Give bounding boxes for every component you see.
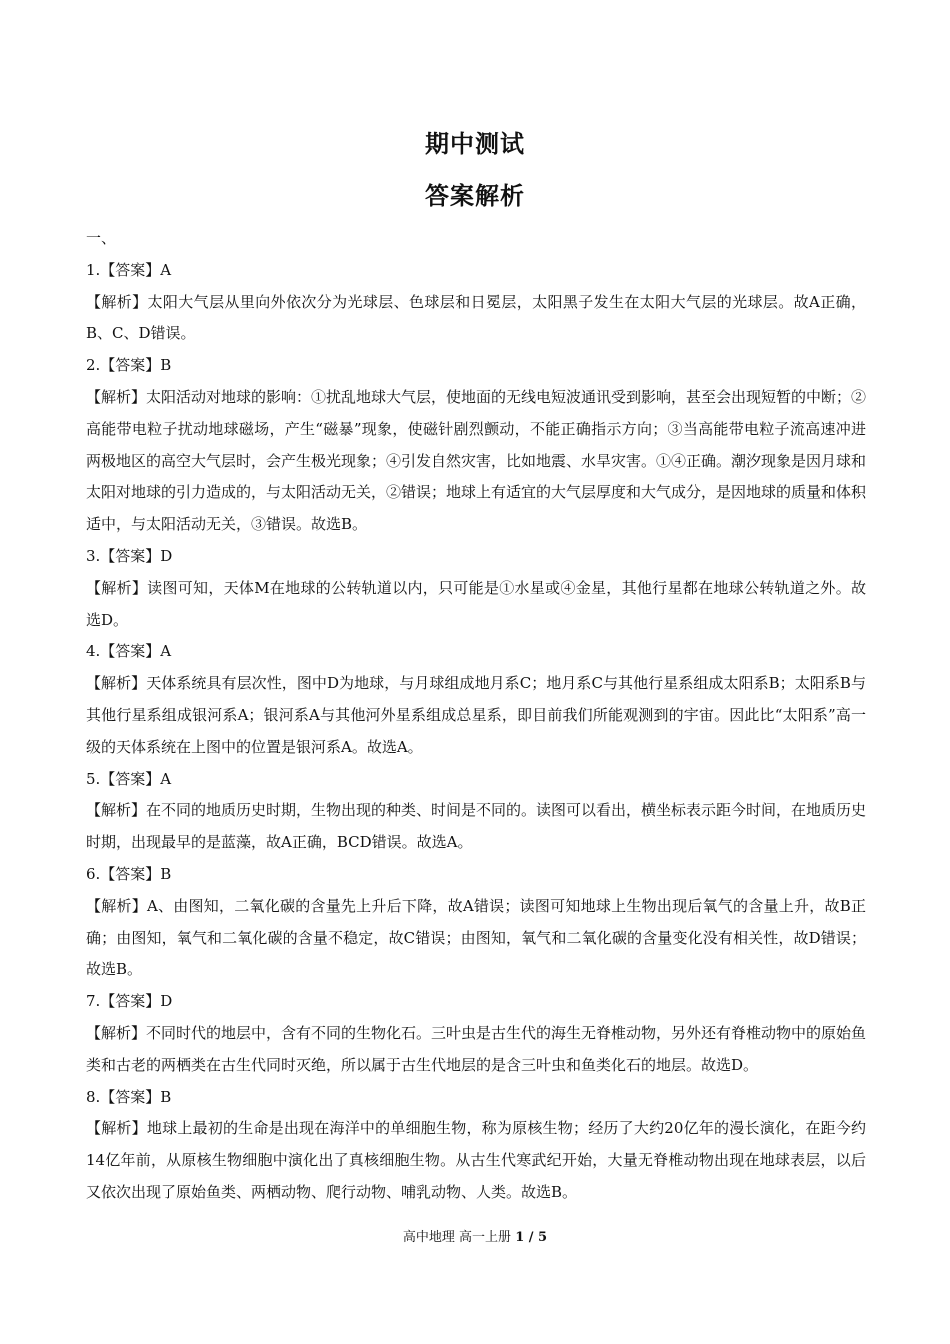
- answer-line-1: 1.【答案】A: [86, 260, 172, 279]
- answer-line-8: 8.【答案】B: [86, 1087, 172, 1106]
- analysis-paragraph-1: 【解析】太阳大气层从里向外依次分为光球层、色球层和日冕层，太阳黑子发生在太阳大气层的光球层。故A正确，B、C、D错误。: [86, 292, 866, 343]
- answer-line-6: 6.【答案】B: [86, 864, 172, 883]
- document-subtitle: 答案解析: [425, 182, 525, 210]
- answer-line-4: 4.【答案】A: [86, 642, 172, 661]
- answer-line-5: 5.【答案】A: [86, 769, 172, 788]
- document-body: [86, 223, 866, 1209]
- document-title: 期中测试: [425, 130, 525, 158]
- analysis-paragraph-7: 【解析】不同时代的地层中，含有不同的生物化石。三叶虫是古生代的海生无脊椎动物，另外还有脊椎动物中的原始鱼类和古老的两栖类在古生代同时灭绝，所以属于古生代地层的是含三叶虫和鱼类化石的地层。故选D。: [86, 1023, 867, 1074]
- analysis-paragraph-2: 【解析】太阳活动对地球的影响：①扰乱地球大气层，使地面的无线电短波通讯受到影响，甚至会出现短暂的中断；②高能带电粒子扰动地球磁场，产生“磁暴”现象，使磁针剧烈颤动，不能正确指示方向；③当高能带电粒子流高速冲进两极地区的高空大气层时，会产生极光现象；④引发自然灾害，比如地震、水旱灾害。①④正确。潮汐现象是因月球和太阳对地球的引力造成的，与太阳活动无关，②错误；地球上有适宜的大气层厚度和大气成分，是因地球的质量和体积适中，与太阳活动无关，③错误。故选B。: [86, 387, 867, 534]
- analysis-paragraph-4: 【解析】天体系统具有层次性，图中D为地球，与月球组成地月系C；地月系C与其他行星系组成太阳系B；太阳系B与其他行星系组成银河系A；银河系A与其他河外星系组成总星系，即目前我们所能观测到的宇宙。因此比“太阳系”高一级的天体系统在上图中的位置是银河系A。故选A。: [86, 674, 866, 756]
- analysis-paragraph-8: 【解析】地球上最初的生命是出现在海洋中的单细胞生物，称为原核生物；经历了大约20亿年的漫长演化，在距今约14亿年前，从原核生物细胞中演化出了真核细胞生物。从古生代寒武纪开始，大量无脊椎动物出现在地球表层，以后又依次出现了原始鱼类、两栖动物、爬行动物、哺乳动物、人类。故选B。: [86, 1119, 866, 1201]
- answer-line-3: 3.【答案】D: [86, 546, 173, 565]
- footer-text: 高中地理 高一上册: [402, 1230, 512, 1245]
- section-label: 一、: [86, 229, 117, 247]
- page-number: 1 / 5: [515, 1230, 548, 1245]
- analysis-paragraph-3: 【解析】读图可知，天体M在地球的公转轨道以内，只可能是①水星或④金星，其他行星都在地球公转轨道之外。故选D。: [86, 578, 866, 629]
- answer-line-7: 7.【答案】D: [86, 992, 173, 1011]
- analysis-paragraph-6: 【解析】A、由图知，二氧化碳的含量先上升后下降，故A错误；读图可知地球上生物出现后氧气的含量上升，故B正确；由图知，氧气和二氧化碳的含量不稳定，故C错误；由图知，氧气和二氧化碳的含量变化没有相关性，故D错误；故选B。: [86, 896, 866, 979]
- analysis-paragraph-5: 【解析】在不同的地质历史时期，生物出现的种类、时间是不同的。读图可以看出，横坐标表示距今时间，在地质历史时期，出现最早的是蓝藻，故A正确，BCD错误。故选A。: [86, 801, 867, 852]
- answer-line-2: 2.【答案】B: [86, 356, 172, 375]
- page-footer: [0, 1226, 950, 1245]
